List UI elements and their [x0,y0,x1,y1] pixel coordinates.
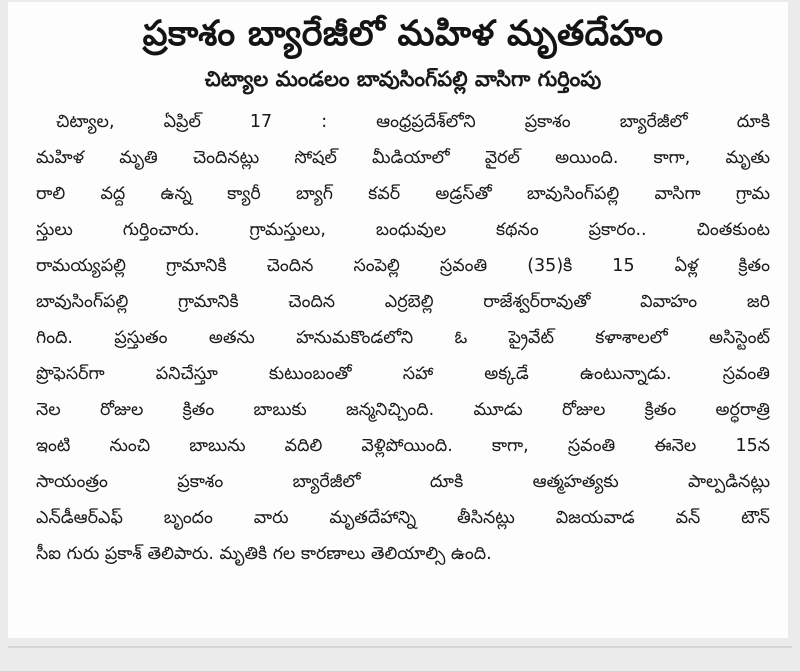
news-clipping [8,2,788,638]
body-line: ఎన్‌డీఆర్‌ఎఫ్ బృందం వారు మృతదేహాన్ని తీసినట్లు విజయవాడ వన్ టౌన్ [36,508,770,528]
body-line: బావుసింగ్‌పల్లి గ్రామానికి చెందిన ఎర్రబెల్లి రాజేశ్వర్‌రావుతో వివాహం జరి [36,292,770,312]
bottom-divider [8,646,792,648]
body-line: చిట్యాల, ఏప్రిల్ 17 : ఆంధ్రప్రదేశ్‌లోని ప్రకాశం బ్యారేజీలో దూకి [56,112,770,132]
body-line: ఇంటి నుంచి బాబును వదిలి వెళ్లిపోయింది. కాగా, స్రవంతి ఈనెల 15న [36,436,770,456]
subheadline: చిట్యాల మండలం బావుసింగ్‌పల్లి వాసిగా గుర్తింపు [204,67,602,91]
body-line: రాలి వద్ద ఉన్న క్యారీ బ్యాగ్ కవర్ అడ్రస్‌తో బావుసింగ్‌పల్లి వాసిగా గ్రామ [36,184,770,204]
body-line: ప్రొఫెసర్‌గా పనిచేస్తూ కుటుంబంతో సహా అక్కడే ఉంటున్నాడు. స్రవంతి [36,364,770,384]
headline: ప్రకాశం బ్యారేజీలో మహిళ మృతదేహం [142,14,664,54]
body-line: మహిళ మృతి చెందినట్లు సోషల్ మీడియాలో వైరల్ అయింది. కాగా, మృతు [36,148,770,168]
body-line: సాయంత్రం ప్రకాశం బ్యారేజీలో దూకి ఆత్మహత్యకు పాల్పడినట్లు [36,472,770,492]
body-line: రామయ్యపల్లి గ్రామానికి చెందిన సంపెల్లి స్రవంతి (35)కి 15 ఏళ్ల క్రితం [36,256,770,276]
body-line: నెల రోజుల క్రితం బాబుకు జన్మనిచ్చింది. మూడు రోజుల క్రితం అర్ధరాత్రి [36,400,770,420]
body-line: సీఐ గురు ప్రకాశ్ తెలిపారు. మృతికి గల కారణాలు తెలియాల్సి ఉంది. [36,544,492,564]
article-body [36,104,770,572]
body-line: స్తులు గుర్తించారు. గ్రామస్తులు, బంధువుల కథనం ప్రకారం.. చింతకుంట [36,220,770,240]
body-line: గింది. ప్రస్తుతం అతను హనుమకొండలోని ఓ ప్రైవేట్ కళాశాలలో అసిస్టెంట్ [36,328,770,348]
